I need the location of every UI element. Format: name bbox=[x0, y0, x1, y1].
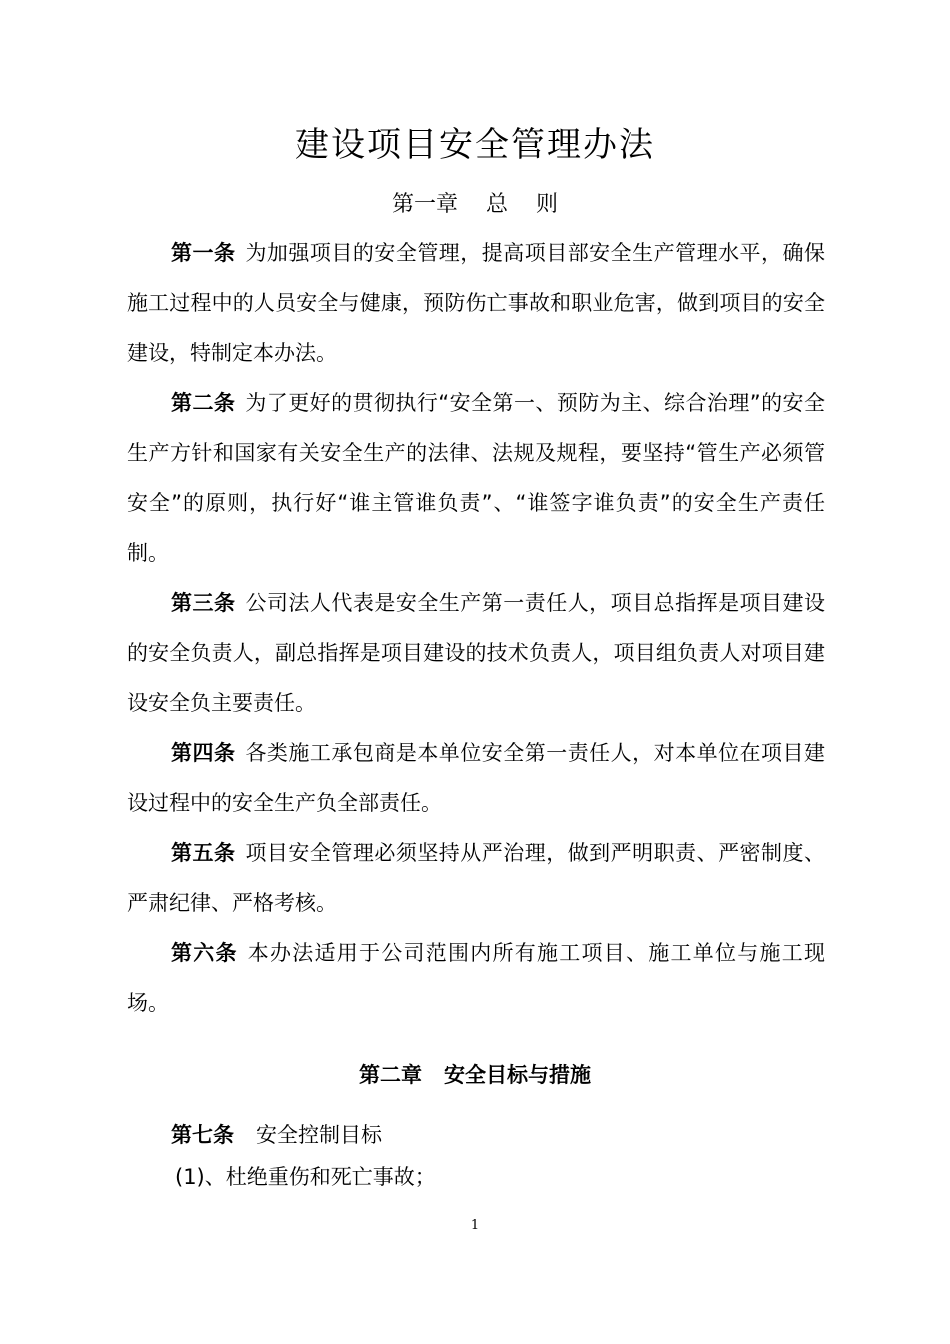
article-label: 第三条 bbox=[171, 591, 236, 615]
page-number: 1 bbox=[470, 1218, 480, 1233]
article-1 bbox=[127, 228, 825, 378]
article-label: 第四条 bbox=[171, 741, 236, 765]
article-3 bbox=[127, 578, 825, 728]
chapter-2-number: 第二章 bbox=[359, 1063, 422, 1087]
chapter-1-number: 第一章 bbox=[391, 192, 458, 217]
chapter-1-name-a: 总 bbox=[485, 192, 508, 217]
list-item: (1)、杜绝重伤和死亡事故； bbox=[175, 1165, 436, 1189]
article-label: 第一条 bbox=[171, 241, 236, 265]
article-text: 为了更好的贯彻执行“安全第一、预防为主、综合治理”的安全生产方针和国家有关安全生产的法律、法规及规程，要坚持“管生产必须管安全”的原则，执行好“谁主管谁负责”、“谁签字谁负责”的安全生产责任制。 bbox=[127, 391, 825, 565]
article-label: 第二条 bbox=[171, 391, 236, 415]
article-6 bbox=[127, 928, 825, 1028]
article-7-text: 安全控制目标 bbox=[256, 1123, 382, 1147]
article-text: 为加强项目的安全管理，提高项目部安全生产管理水平，确保施工过程中的人员安全与健康，预防伤亡事故和职业危害，做到项目的安全建设，特制定本办法。 bbox=[127, 241, 826, 365]
article-label: 第六条 bbox=[171, 941, 238, 965]
article-4 bbox=[127, 728, 825, 828]
article-text: 本办法适用于公司范围内所有施工项目、施工单位与施工现场。 bbox=[127, 941, 825, 1015]
article-5 bbox=[127, 828, 825, 928]
article-7-label: 第七条 bbox=[171, 1123, 234, 1147]
article-text: 各类施工承包商是本单位安全第一责任人，对本单位在项目建设过程中的安全生产负全部责任。 bbox=[127, 741, 826, 815]
chapter-heading-1 bbox=[0, 188, 950, 222]
document-body bbox=[127, 228, 825, 1028]
chapter-2-name: 安全目标与措施 bbox=[444, 1063, 591, 1087]
article-text: 公司法人代表是安全生产第一责任人，项目总指挥是项目建设的安全负责人，副总指挥是项目建设的技术负责人，项目组负责人对项目建设安全负主要责任。 bbox=[127, 591, 826, 715]
article-label: 第五条 bbox=[171, 841, 236, 865]
chapter-heading-2 bbox=[0, 1050, 950, 1100]
article-2 bbox=[127, 378, 825, 578]
document-title: 建设项目安全管理办法 bbox=[295, 125, 655, 165]
chapter-1-name-b: 则 bbox=[536, 192, 559, 217]
article-text: 项目安全管理必须坚持从严治理，做到严明职责、严密制度、严肃纪律、严格考核。 bbox=[127, 841, 826, 915]
